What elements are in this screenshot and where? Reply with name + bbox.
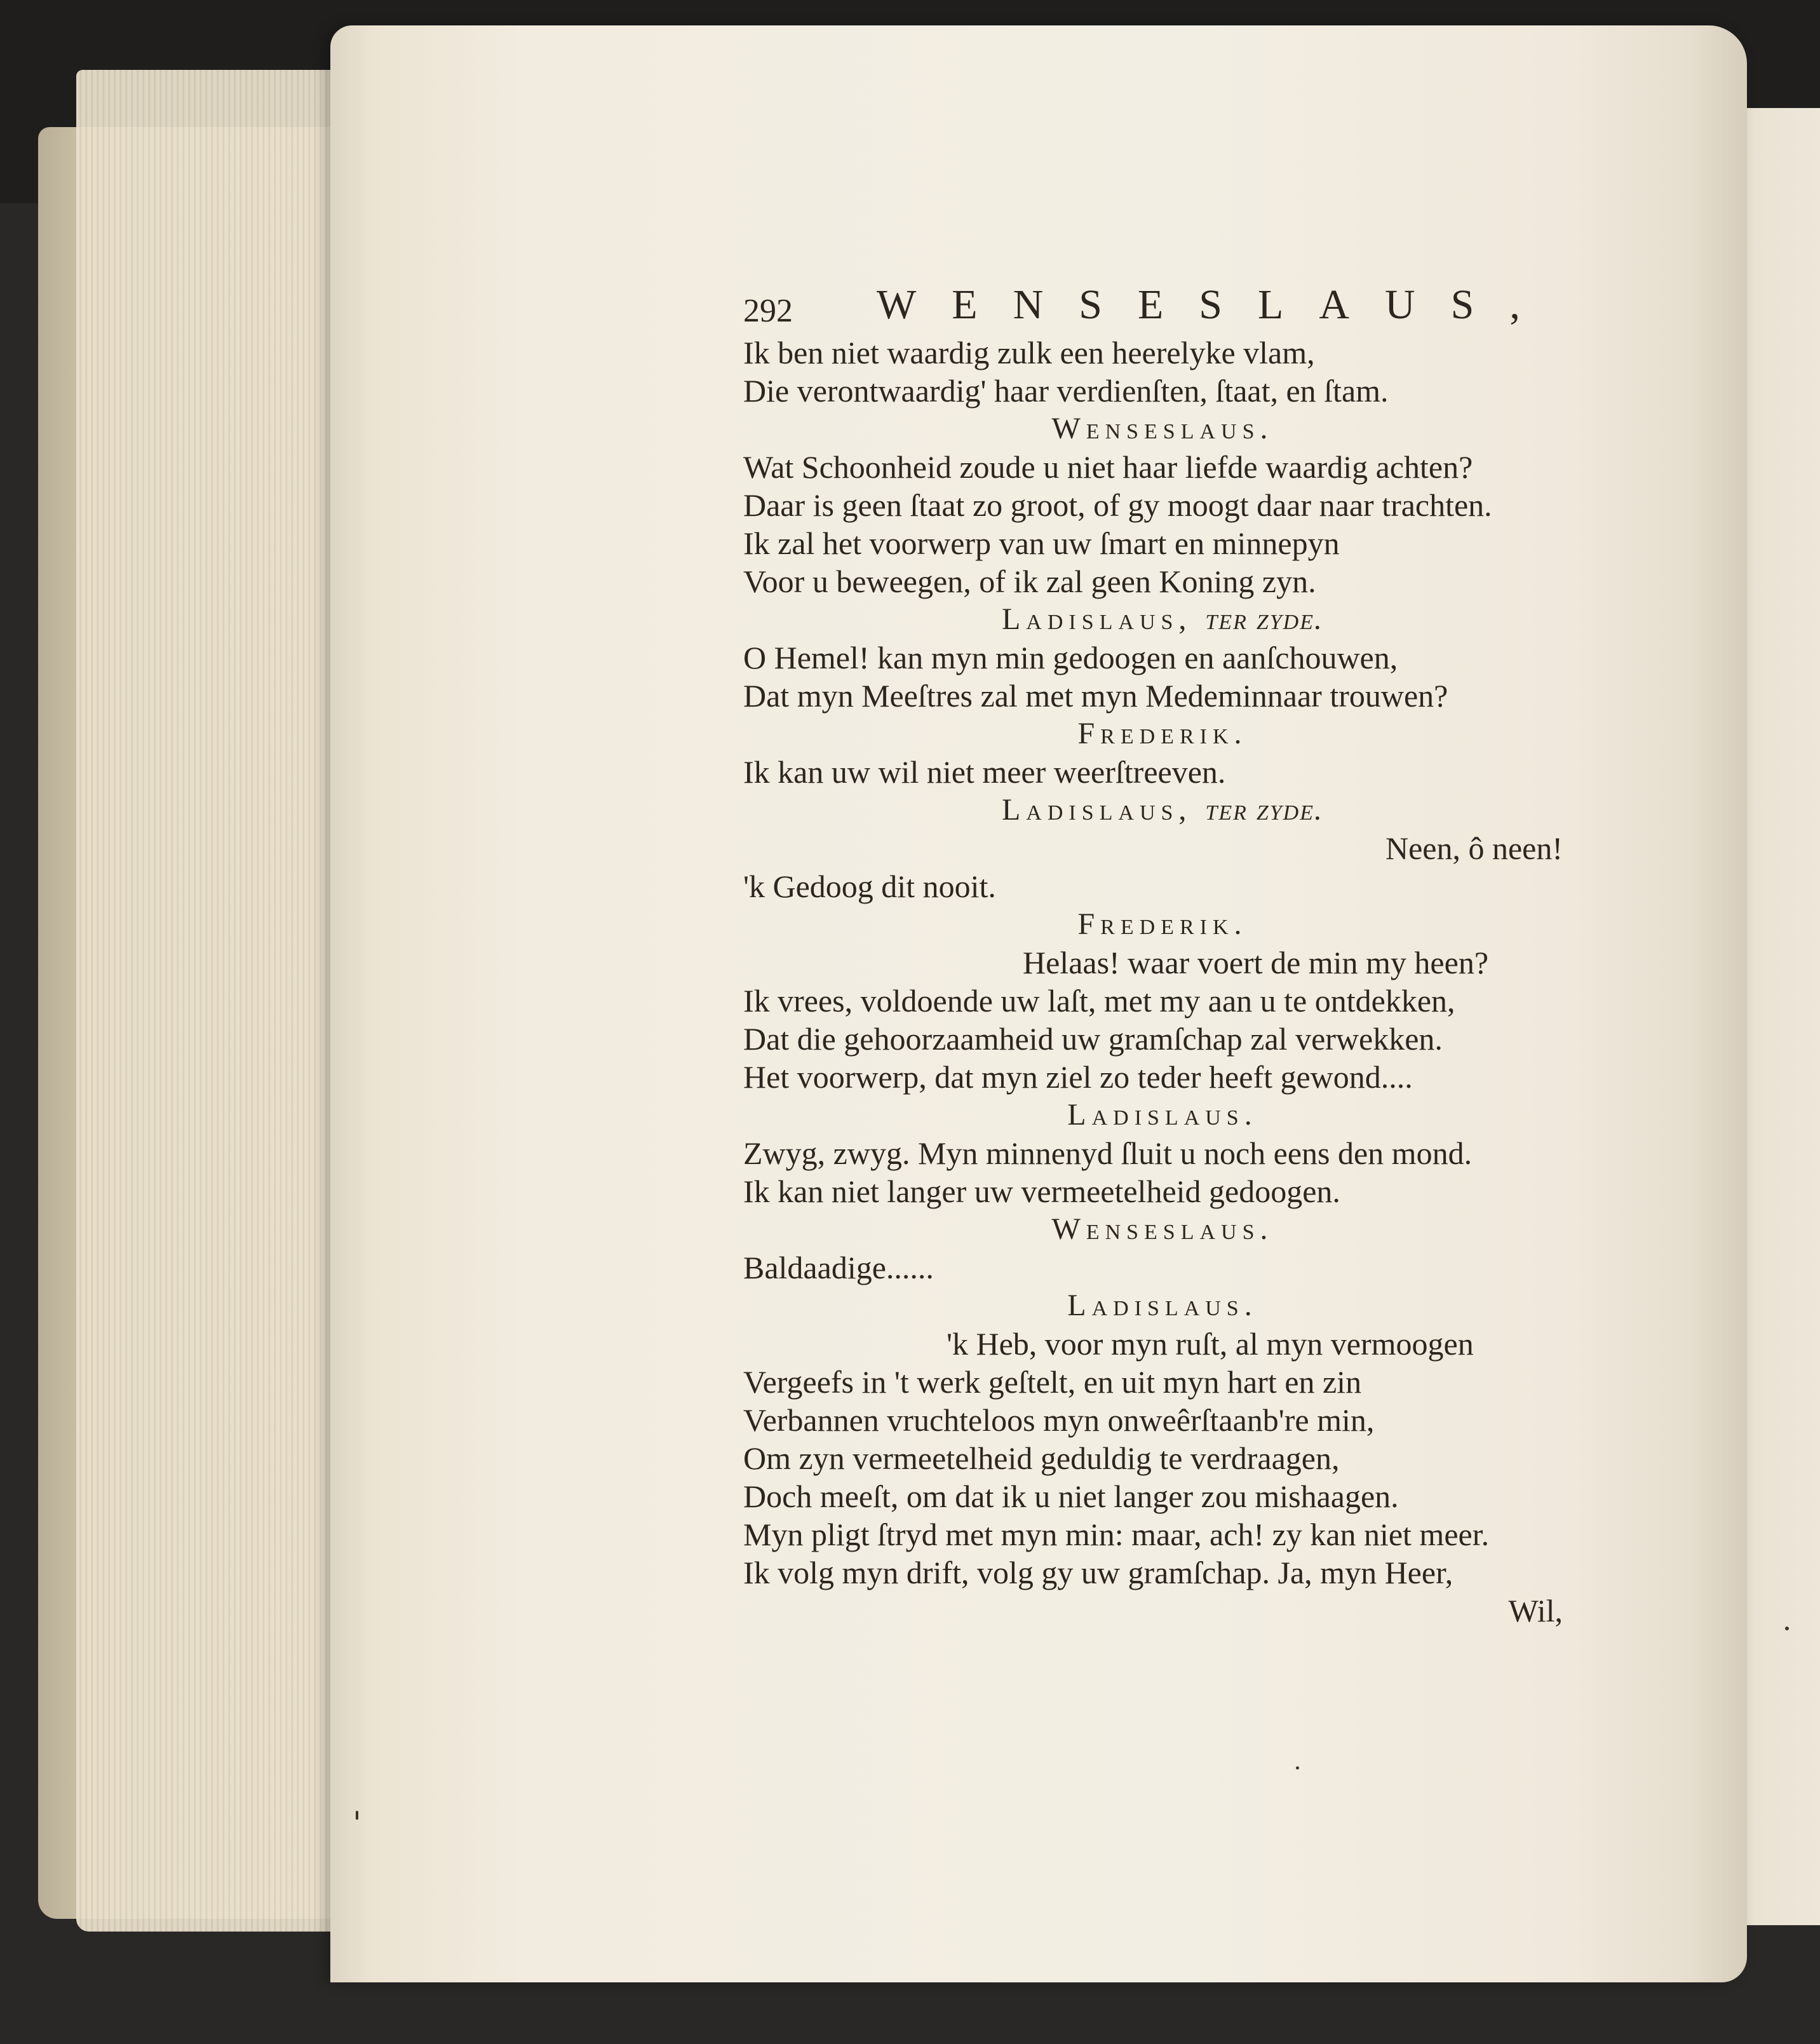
page-text bbox=[743, 281, 1582, 1630]
speaker-heading bbox=[743, 791, 1582, 829]
running-header bbox=[743, 281, 1582, 334]
verse-line: Ik vrees, voldoende uw laſt, met my aan u te ontdekken, bbox=[743, 983, 1455, 1019]
stage-direction: ter zyde. bbox=[1205, 602, 1324, 636]
running-title: WENSESLAUS, bbox=[877, 281, 1556, 328]
verse-line: Myn pligt ſtryd met myn min: maar, ach! zy kan niet meer. bbox=[743, 1517, 1490, 1552]
verse-line: Neen, ô neen! bbox=[1385, 830, 1563, 866]
verse-line: Verbannen vruchteloos myn onweêrſtaanb're min, bbox=[743, 1402, 1375, 1438]
verse-line: Voor u beweegen, of ik zal geen Koning zyn. bbox=[743, 564, 1316, 599]
speaker-name: Ladislaus, bbox=[1001, 602, 1192, 636]
verse-line: Het voorwerp, dat myn ziel zo teder heeft gewond.... bbox=[743, 1059, 1413, 1095]
verse-line: 'k Gedoog dit nooit. bbox=[743, 869, 996, 904]
verse-line: Om zyn vermeetelheid geduldig te verdraagen, bbox=[743, 1440, 1340, 1476]
stage-direction: ter zyde. bbox=[1205, 793, 1324, 827]
verse-line: Zwyg, zwyg. Myn minnenyd ſluit u noch eens den mond. bbox=[743, 1135, 1473, 1171]
speaker-name: Ladislaus, bbox=[1001, 793, 1192, 827]
speaker-heading: Ladislaus. bbox=[1067, 1289, 1258, 1322]
verse-line: Baldaadige...... bbox=[743, 1250, 934, 1285]
speaker-heading: Ladislaus. bbox=[1067, 1098, 1258, 1132]
verse-line: Helaas! waar voert de min my heen? bbox=[1023, 945, 1489, 980]
verse-line: Dat myn Meeſtres zal met myn Medeminnaar trouwen? bbox=[743, 678, 1448, 714]
verse-line: Dat die gehoorzaamheid uw gramſchap zal verwekken. bbox=[743, 1021, 1443, 1057]
speaker-heading: Frederik. bbox=[1077, 717, 1248, 750]
paper-speck bbox=[1785, 1627, 1789, 1630]
page-number: 292 bbox=[743, 293, 793, 329]
speaker-heading: Frederik. bbox=[1077, 907, 1248, 941]
verse-line: Vergeefs in 't werk geſtelt, en uit myn hart en zin bbox=[743, 1364, 1362, 1400]
verse-line: 'k Heb, voor myn ruſt, al myn vermoogen bbox=[947, 1326, 1474, 1362]
verse-line: Daar is geen ſtaat zo groot, of gy moogt daar naar trachten. bbox=[743, 487, 1492, 523]
verse-line: Ik volg myn drift, volg gy uw gramſchap. Ja, myn Heer, bbox=[743, 1555, 1453, 1590]
catchword: Wil, bbox=[1508, 1593, 1563, 1628]
verse-line: Doch meeſt, om dat ik u niet langer zou mishaagen. bbox=[743, 1479, 1399, 1514]
verse-line: O Hemel! kan myn min gedoogen en aanſchouwen, bbox=[743, 640, 1398, 675]
verse-line: Ik ben niet waardig zulk een heerelyke vlam, bbox=[743, 335, 1315, 370]
verse-line: Ik kan niet langer uw vermeetelheid gedoogen. bbox=[743, 1174, 1340, 1209]
speaker-heading bbox=[743, 600, 1582, 639]
paper-speck bbox=[356, 1811, 358, 1820]
verse-line: Ik zal het voorwerp van uw ſmart en minnepyn bbox=[743, 525, 1340, 561]
verse-line: Ik kan uw wil niet meer weerſtreeven. bbox=[743, 754, 1226, 790]
paper-speck bbox=[1296, 1766, 1299, 1770]
speaker-heading: Wenseslaus. bbox=[1051, 412, 1274, 445]
verse-line: Die verontwaardig' haar verdienſten, ſtaat, en ſtam. bbox=[743, 373, 1389, 409]
speaker-heading: Wenseslaus. bbox=[1051, 1212, 1274, 1246]
verse-line: Wat Schoonheid zoude u niet haar liefde waardig achten? bbox=[743, 449, 1473, 485]
